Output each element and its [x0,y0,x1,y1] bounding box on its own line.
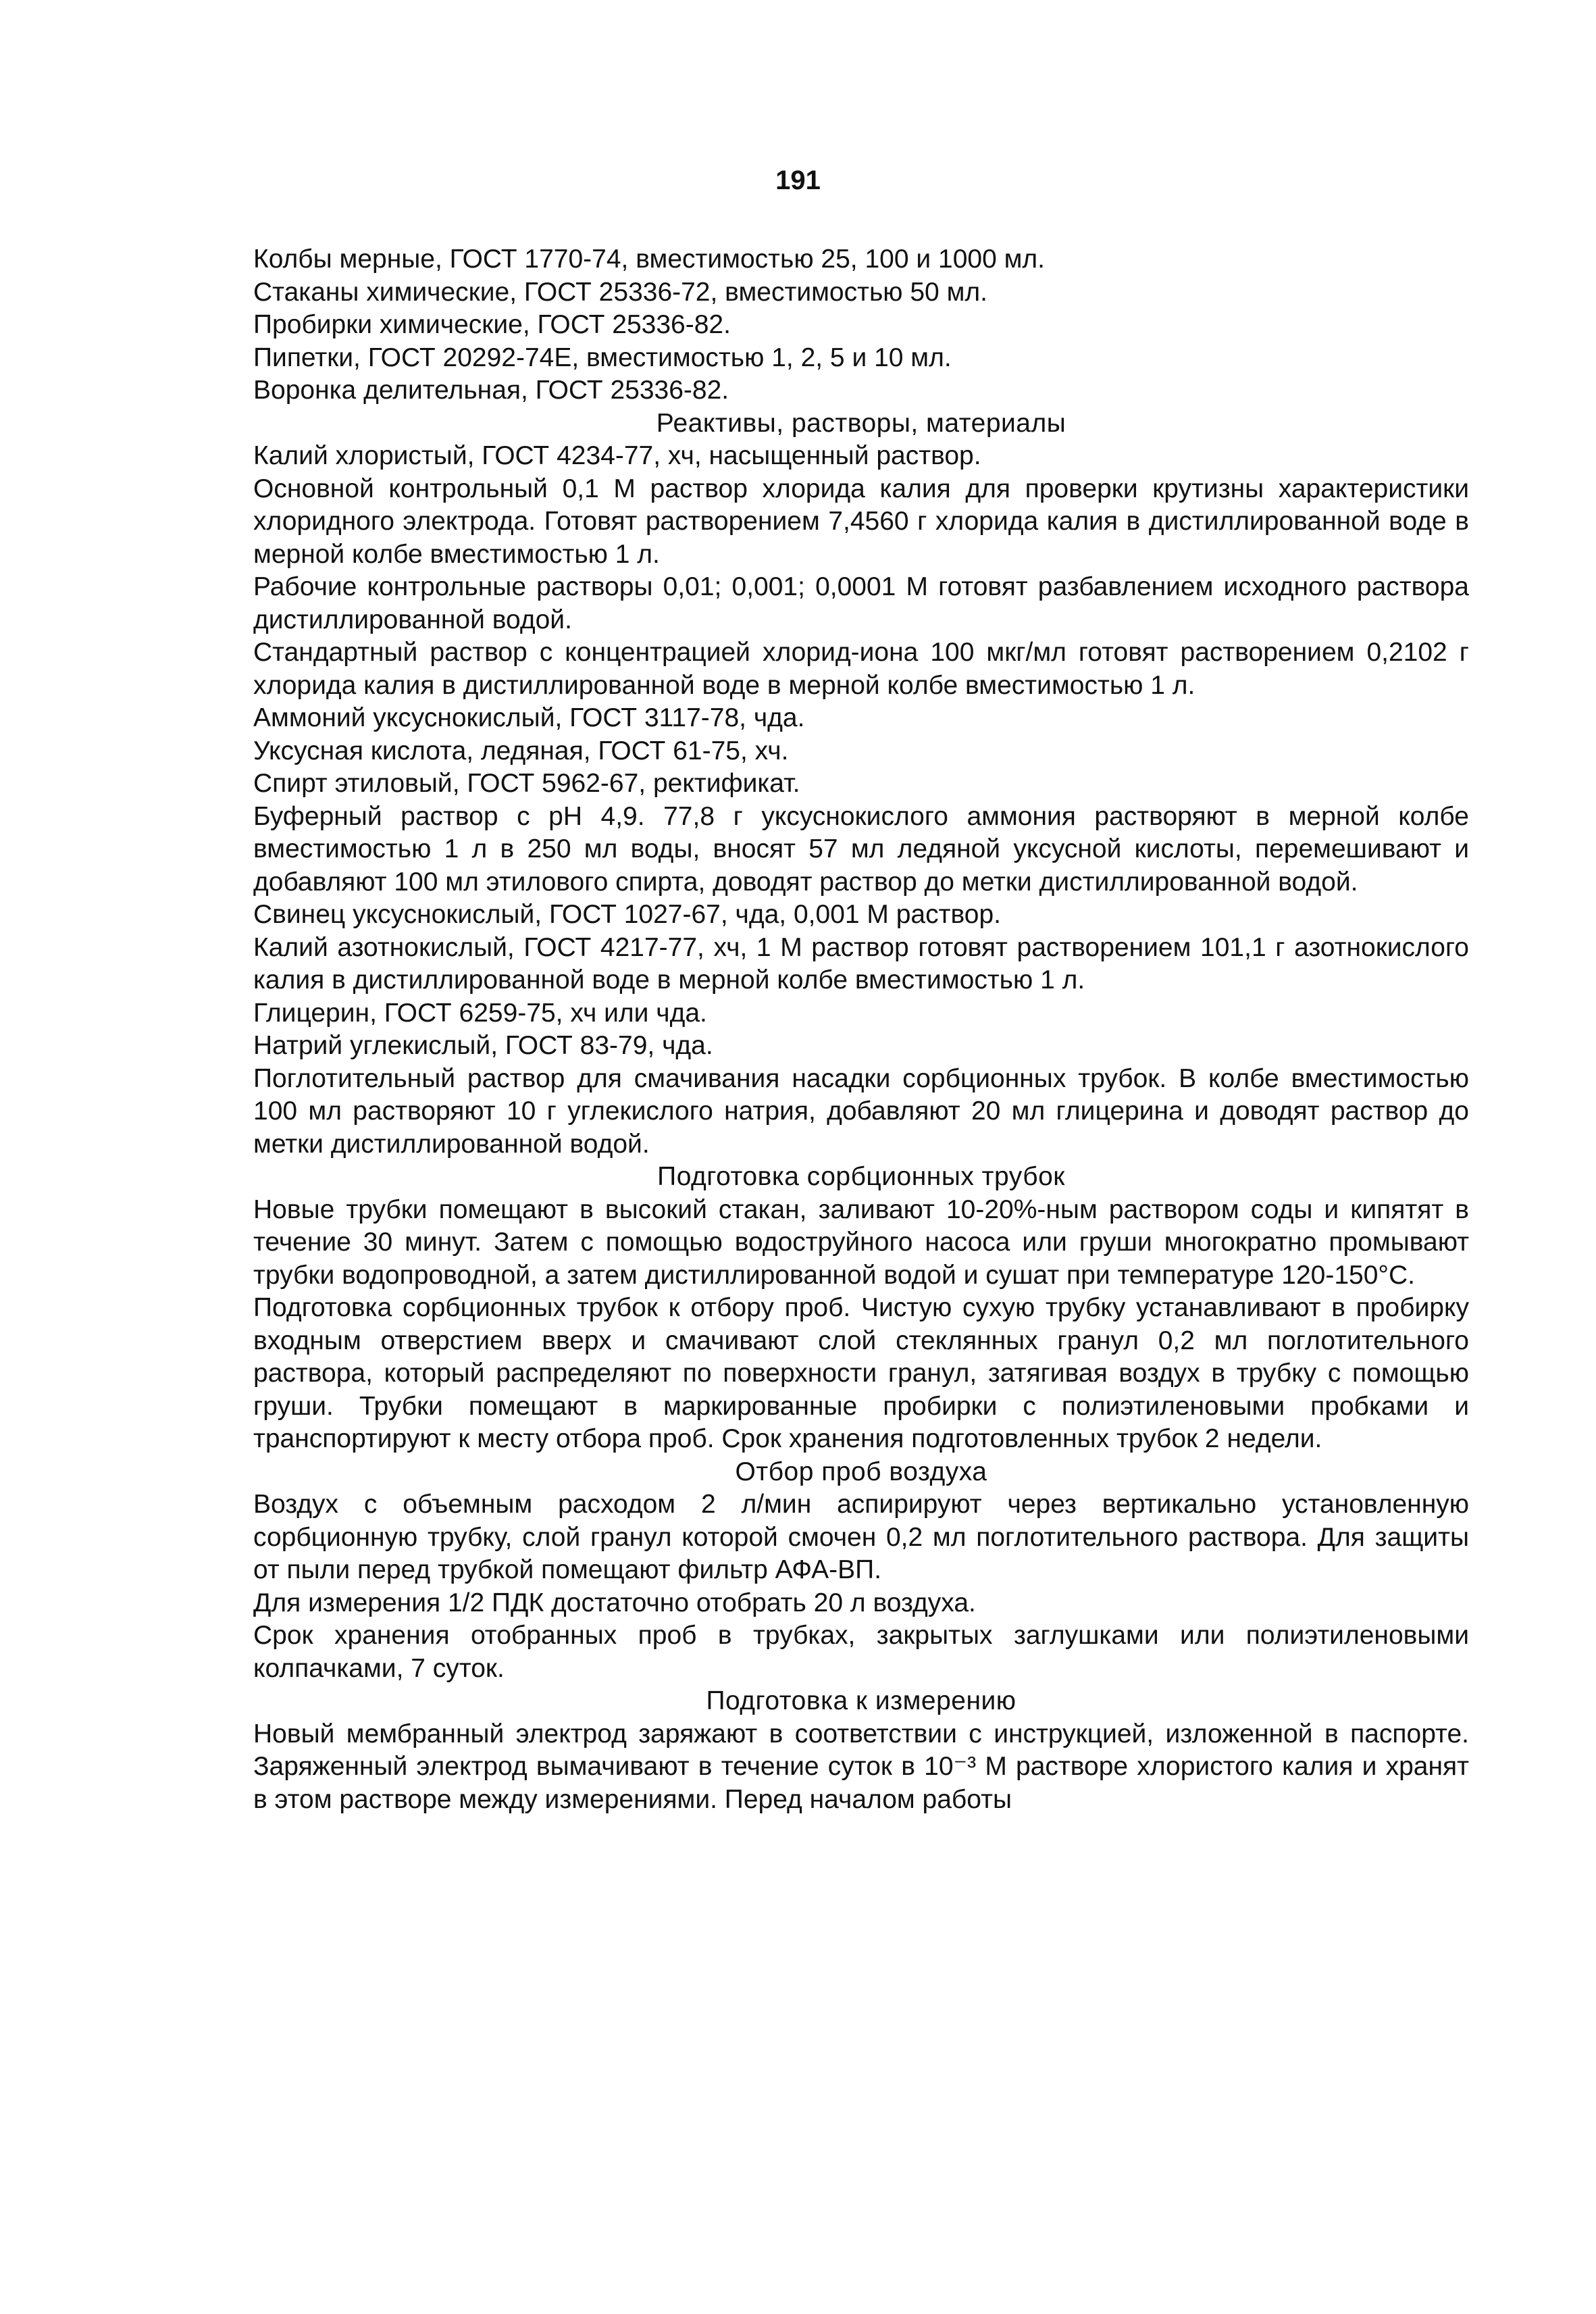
section-heading-measurement: Подготовка к измерению [706,1686,1016,1715]
paragraph: Спирт этиловый, ГОСТ 5962-67, ректификат. [253,769,800,798]
paragraph: Свинец уксуснокислый, ГОСТ 1027-67, чда, 0,001 М раствор. [253,900,1001,929]
reagents-section [253,440,1469,1161]
paragraph: Калий азотнокислый, ГОСТ 4217-77, хч, 1 М раствор готовят растворением 101,1 г азотнокислого калия в дистиллированной воде в мерной колбе вместимостью 1 л. [253,932,1469,995]
section-heading-sampling: Отбор проб воздуха [735,1457,987,1486]
paragraph: Для измерения 1/2 ПДК достаточно отобрать 20 л воздуха. [253,1588,976,1617]
tubes-section [253,1194,1469,1456]
paragraph: Новый мембранный электрод заряжают в соответствии с инструкцией, изложенной в паспорте. Заряженный электрод вымачивают в течение суток в 10⁻³ М растворе хлористого калия и хранят в этом растворе между измерениями. Перед началом работы [253,1719,1469,1814]
paragraph: Уксусная кислота, ледяная, ГОСТ 61-75, хч. [253,736,789,765]
equipment-item: Колбы мерные, ГОСТ 1770-74, вместимостью 25, 100 и 1000 мл. [253,245,1045,274]
paragraph: Стандартный раствор с концентрацией хлорид-иона 100 мкг/мл готовят растворением 0,2102 г хлорида калия в дистиллированной воде в мерной колбе вместимостью 1 л. [253,638,1469,700]
page-body [253,243,1469,1816]
paragraph: Калий хлористый, ГОСТ 4234-77, хч, насыщенный раствор. [253,441,981,470]
paragraph: Подготовка сорбционных трубок к отбору проб. Чистую сухую трубку устанавливают в пробирку входным отверстием вверх и смачивают слой стеклянных гранул 0,2 мл поглотительного раствора, который распределяют по поверхности гранул, затягивая воздух в трубку с помощью груши. Трубки помещают в маркированные пробирки с полиэтиленовыми пробками и транспортируют к месту отбора проб. Срок хранения подготовленных трубок 2 недели. [253,1293,1469,1453]
paragraph: Воздух с объемным расходом 2 л/мин аспирируют через вертикально установленную сорбционную трубку, слой гранул которой смочен 0,2 мл поглотительного раствора. Для защиты от пыли перед трубкой помещают фильтр АФА-ВП. [253,1490,1469,1584]
equipment-item: Пробирки химические, ГОСТ 25336-82. [253,310,731,339]
measurement-section [253,1718,1469,1817]
sampling-section [253,1488,1469,1685]
section-heading-reagents: Реактивы, растворы, материалы [656,408,1066,438]
paragraph: Срок хранения отобранных проб в трубках, закрытых заглушками или полиэтиленовыми колпачками, 7 суток. [253,1621,1469,1683]
section-heading-tubes: Подготовка сорбционных трубок [657,1162,1065,1191]
paragraph: Глицерин, ГОСТ 6259-75, хч или чда. [253,998,707,1028]
paragraph: Рабочие контрольные растворы 0,01; 0,001; 0,0001 М готовят разбавлением исходного раствора дистиллированной водой. [253,572,1469,634]
equipment-item: Стаканы химические, ГОСТ 25336-72, вместимостью 50 мл. [253,277,987,307]
paragraph: Буферный раствор с рН 4,9. 77,8 г уксуснокислого аммония растворяют в мерной колбе вместимостью 1 л в 250 мл воды, вносят 57 мл ледяной уксусной кислоты, перемешивают и добавляют 100 мл этилового спирта, доводят раствор до метки дистиллированной водой. [253,801,1469,897]
paragraph: Аммоний уксуснокислый, ГОСТ 3117-78, чда. [253,703,805,732]
equipment-item: Пипетки, ГОСТ 20292-74Е, вместимостью 1, 2, 5 и 10 мл. [253,343,952,372]
equipment-item: Воронка делительная, ГОСТ 25336-82. [253,376,729,405]
paragraph: Основной контрольный 0,1 М раствор хлорида калия для проверки крутизны характеристики хлоридного электрода. Готовят растворением 7,4560 г хлорида калия в дистиллированной воде в мерной колбе вместимостью 1 л. [253,474,1469,569]
page-number: 191 [775,166,821,195]
equipment-list [253,243,1469,407]
paragraph: Поглотительный раствор для смачивания насадки сорбционных трубок. В колбе вместимостью 100 мл растворяют 10 г углекислого натрия, добавляют 20 мл глицерина и доводят раствор до метки дистиллированной водой. [253,1063,1469,1159]
paragraph: Натрий углекислый, ГОСТ 83-79, чда. [253,1031,713,1060]
paragraph: Новые трубки помещают в высокий стакан, заливают 10-20%-ным раствором соды и кипятят в течение 30 минут. Затем с помощью водоструйного насоса или груши многократно промывают трубки водопроводной, а затем дистиллированной водой и сушат при температуре 120-150°С. [253,1194,1469,1290]
